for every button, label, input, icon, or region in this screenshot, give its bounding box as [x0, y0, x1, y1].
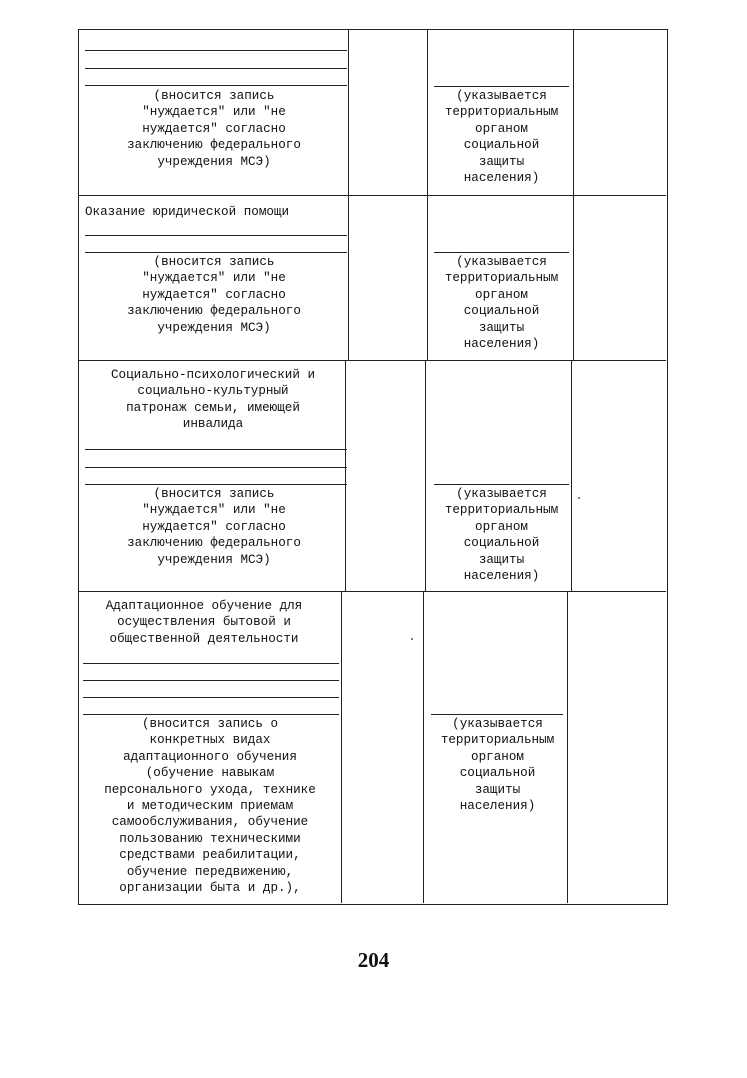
need-note: (вносится запись о конкретных видах адаптационного обучения (обучение навыкам персонального ухода, технике и методическим приемам самообслуживания, обучение пользованию техническими средствами реабилитации, обучение передвижению, организации быта и др.), — [104, 717, 316, 896]
fill-line — [85, 252, 347, 253]
column-divider — [345, 360, 346, 591]
need-note: (вносится запись "нуждается" или "не нуждается" согласно заключению федерального учреждения МСЭ) — [127, 487, 301, 567]
fill-line — [85, 449, 347, 450]
fill-line — [85, 85, 347, 86]
fill-line — [85, 467, 347, 468]
authority-fill-line — [434, 484, 569, 485]
authority-fill-line — [434, 252, 569, 253]
authority-note: (указывается территориальным органом социальной защиты населения) — [444, 89, 559, 186]
column-divider — [423, 591, 424, 903]
fill-line — [85, 68, 347, 69]
fill-line — [83, 714, 339, 715]
authority-fill-line — [434, 86, 569, 87]
table-row — [79, 360, 666, 592]
fill-line — [83, 663, 339, 664]
column-divider — [425, 360, 426, 591]
authority-note: (указывается территориальным органом социальной защиты населения) — [440, 717, 555, 814]
table-row — [79, 195, 666, 361]
fill-line — [85, 484, 347, 485]
scan-speck — [578, 497, 580, 499]
authority-note: (указывается территориальным органом социальной защиты населения) — [444, 255, 559, 352]
column-divider — [571, 360, 572, 591]
need-note: (вносится запись "нуждается" или "не нуждается" согласно заключению федерального учреждения МСЭ) — [127, 255, 301, 335]
authority-note: (указывается территориальным органом социальной защиты населения) — [444, 487, 559, 584]
services-table — [78, 29, 668, 905]
column-divider — [567, 591, 568, 903]
column-divider — [348, 30, 349, 360]
fill-line — [85, 50, 347, 51]
column-divider — [573, 30, 574, 360]
table-row — [79, 591, 666, 903]
fill-line — [83, 697, 339, 698]
scan-speck — [411, 638, 413, 640]
fill-line — [85, 235, 347, 236]
column-divider — [341, 591, 342, 903]
need-note: (вносится запись "нуждается" или "не нуждается" согласно заключению федерального учреждения МСЭ) — [127, 89, 301, 169]
table-row — [79, 30, 666, 196]
service-title: Оказание юридической помощи — [85, 205, 290, 219]
column-divider — [427, 30, 428, 360]
authority-fill-line — [431, 714, 563, 715]
fill-line — [83, 680, 339, 681]
service-title: Адаптационное обучение для осуществления бытовой и общественной деятельности — [105, 599, 303, 646]
service-title: Социально-психологический и социально-культурный патронаж семьи, имеющей инвалида — [110, 368, 316, 432]
page-number: 204 — [357, 948, 390, 972]
